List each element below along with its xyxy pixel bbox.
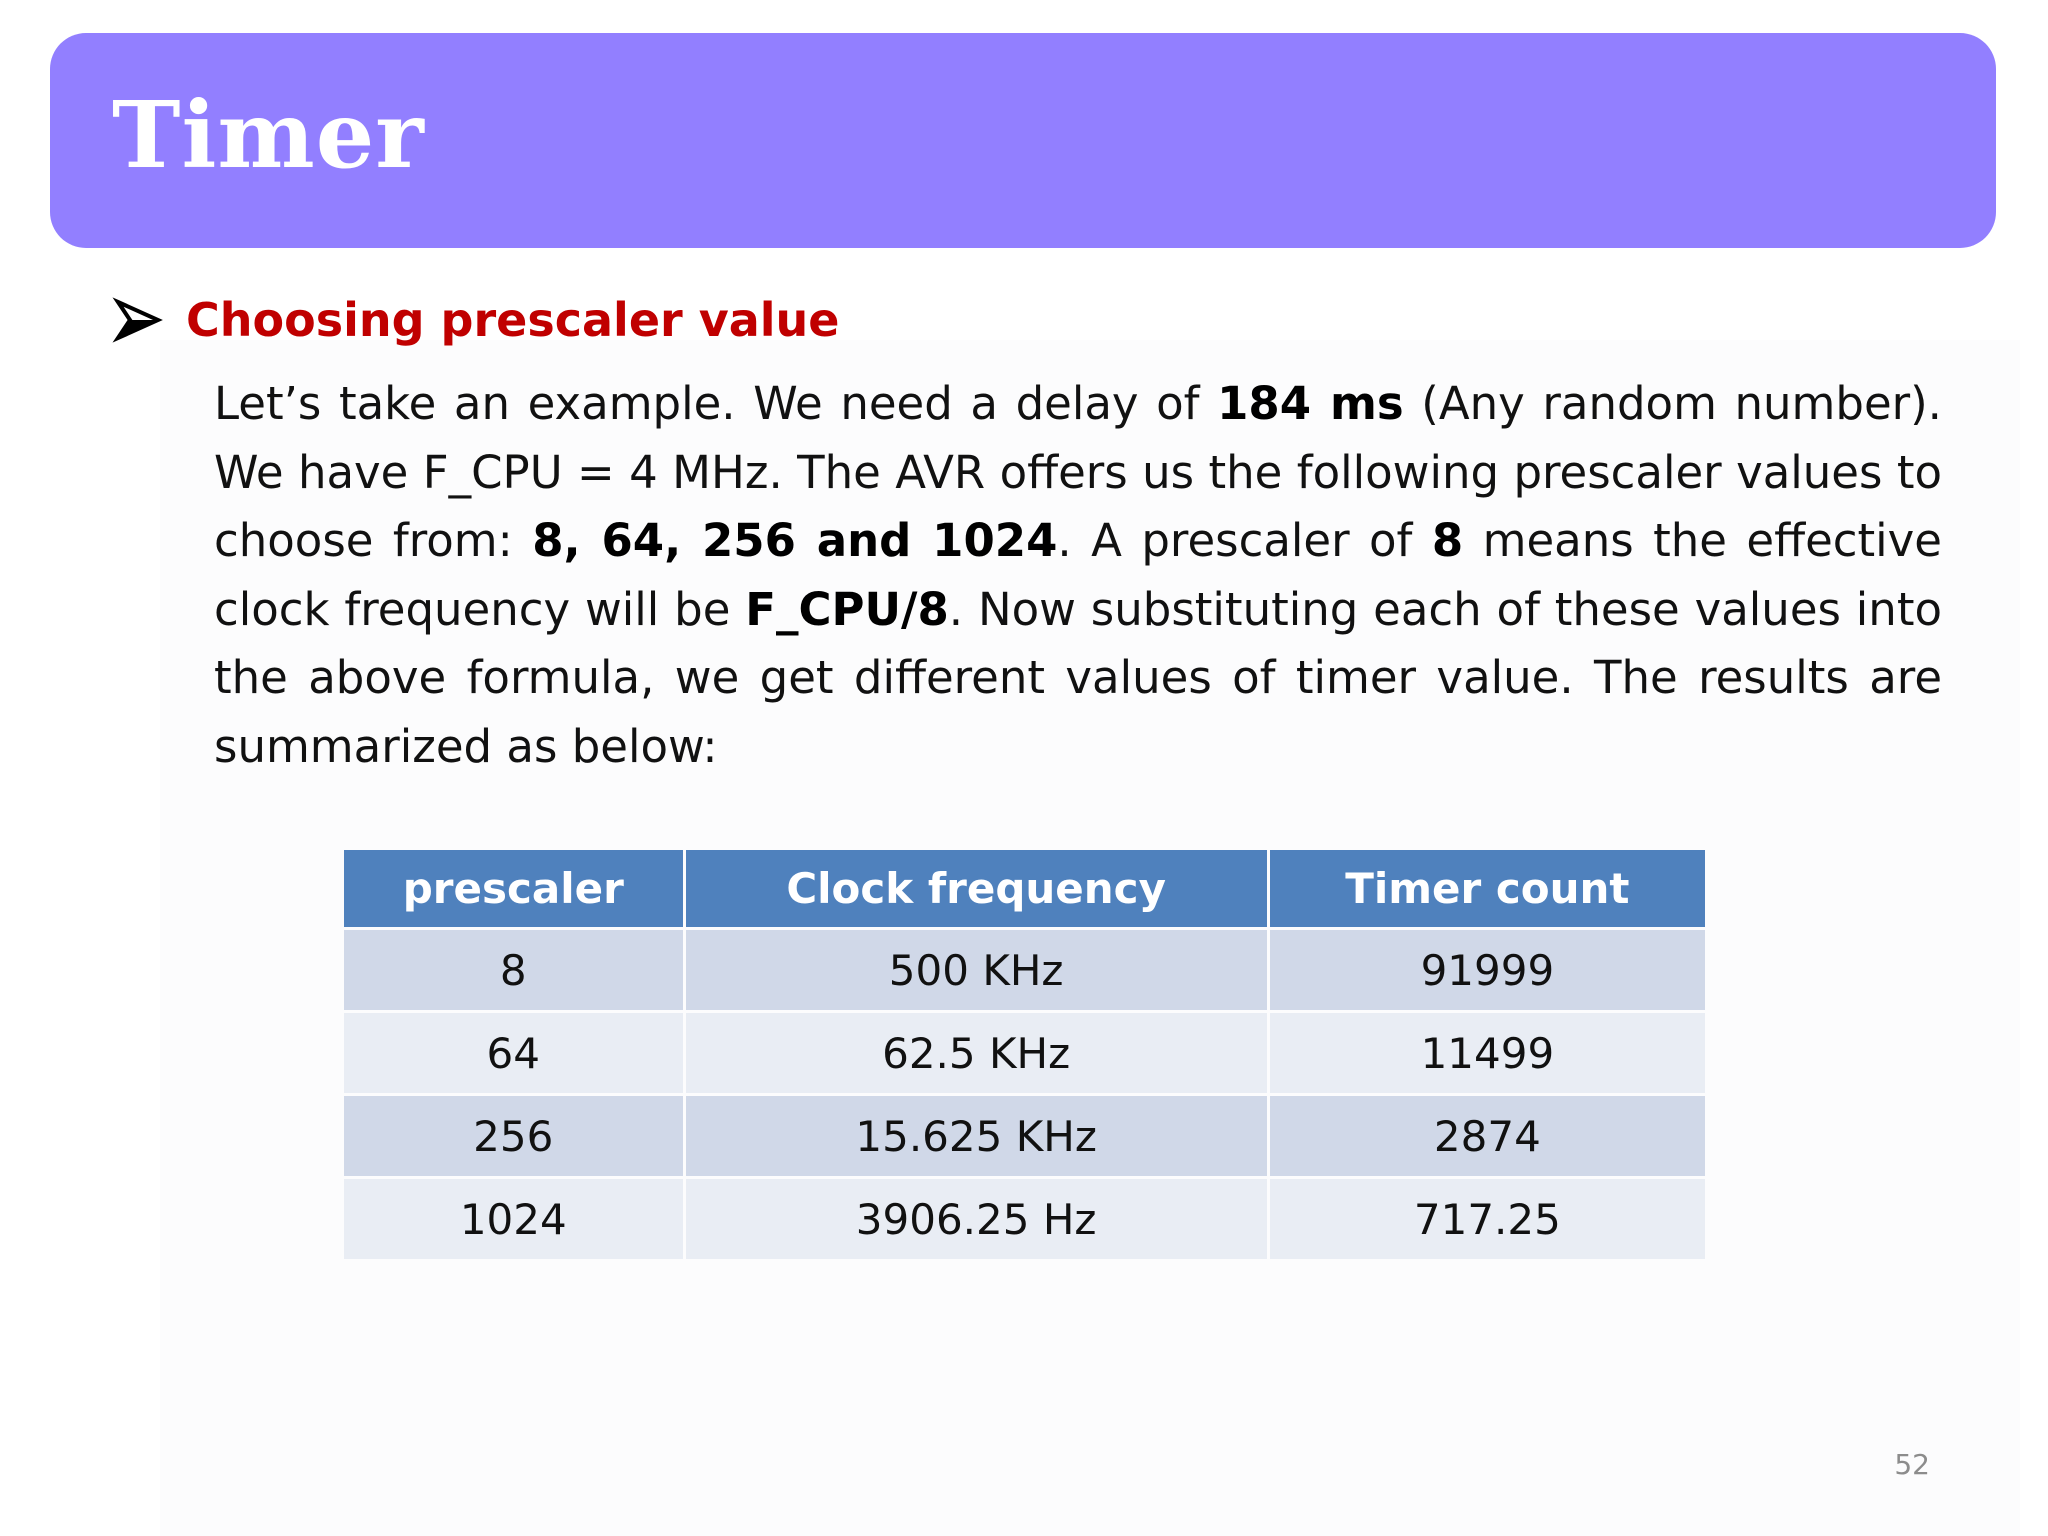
table-header-row [344, 850, 1705, 927]
section-heading: Choosing prescaler value [186, 293, 840, 347]
body-paragraph [214, 370, 1942, 781]
table-row [344, 1096, 1705, 1176]
table-cell: 1024 [344, 1179, 683, 1259]
arrow-bullet-icon [112, 294, 164, 346]
bullet-row [112, 285, 839, 355]
table-cell: 717.25 [1270, 1179, 1705, 1259]
slide-title: Timer [112, 81, 425, 189]
paragraph-text-3: . A prescaler of [1057, 514, 1432, 567]
paragraph-text-1: Let’s take an example. We need a delay of [214, 377, 1218, 430]
paragraph-text-5: . Now substituting each of these values into the above formula, we get different values of timer value. The results are summarized as below: [214, 582, 1942, 773]
table-row [344, 1179, 1705, 1259]
column-header-timer-count: Timer count [1270, 850, 1705, 927]
paragraph-bold-3: 8 [1431, 514, 1464, 567]
table-cell: 91999 [1270, 930, 1705, 1010]
table-cell: 3906.25 Hz [686, 1179, 1267, 1259]
table-cell: 8 [344, 930, 683, 1010]
table-cell: 11499 [1270, 1013, 1705, 1093]
table-cell: 64 [344, 1013, 683, 1093]
column-header-prescaler: prescaler [344, 850, 683, 927]
paragraph-text-2: (Any random number). We have F_CPU = 4 MHz. The AVR offers us the following prescaler values to choose from: [214, 377, 1942, 567]
table-cell: 15.625 KHz [686, 1096, 1267, 1176]
table-cell: 500 KHz [686, 930, 1267, 1010]
paragraph-bold-2: 8, 64, 256 and 1024 [532, 514, 1058, 567]
paragraph-bold-4: F_CPU/8 [745, 582, 949, 636]
table-cell: 2874 [1270, 1096, 1705, 1176]
table-cell: 256 [344, 1096, 683, 1176]
table-row [344, 930, 1705, 1010]
page-number: 52 [1894, 1448, 1930, 1481]
table-row [344, 1013, 1705, 1093]
column-header-clock-frequency: Clock frequency [686, 850, 1267, 927]
paragraph-text-4: means the effective clock frequency will be [214, 514, 1942, 636]
prescaler-table [341, 847, 1708, 1262]
table-cell: 62.5 KHz [686, 1013, 1267, 1093]
paragraph-bold-1: 184 ms [1217, 377, 1404, 430]
